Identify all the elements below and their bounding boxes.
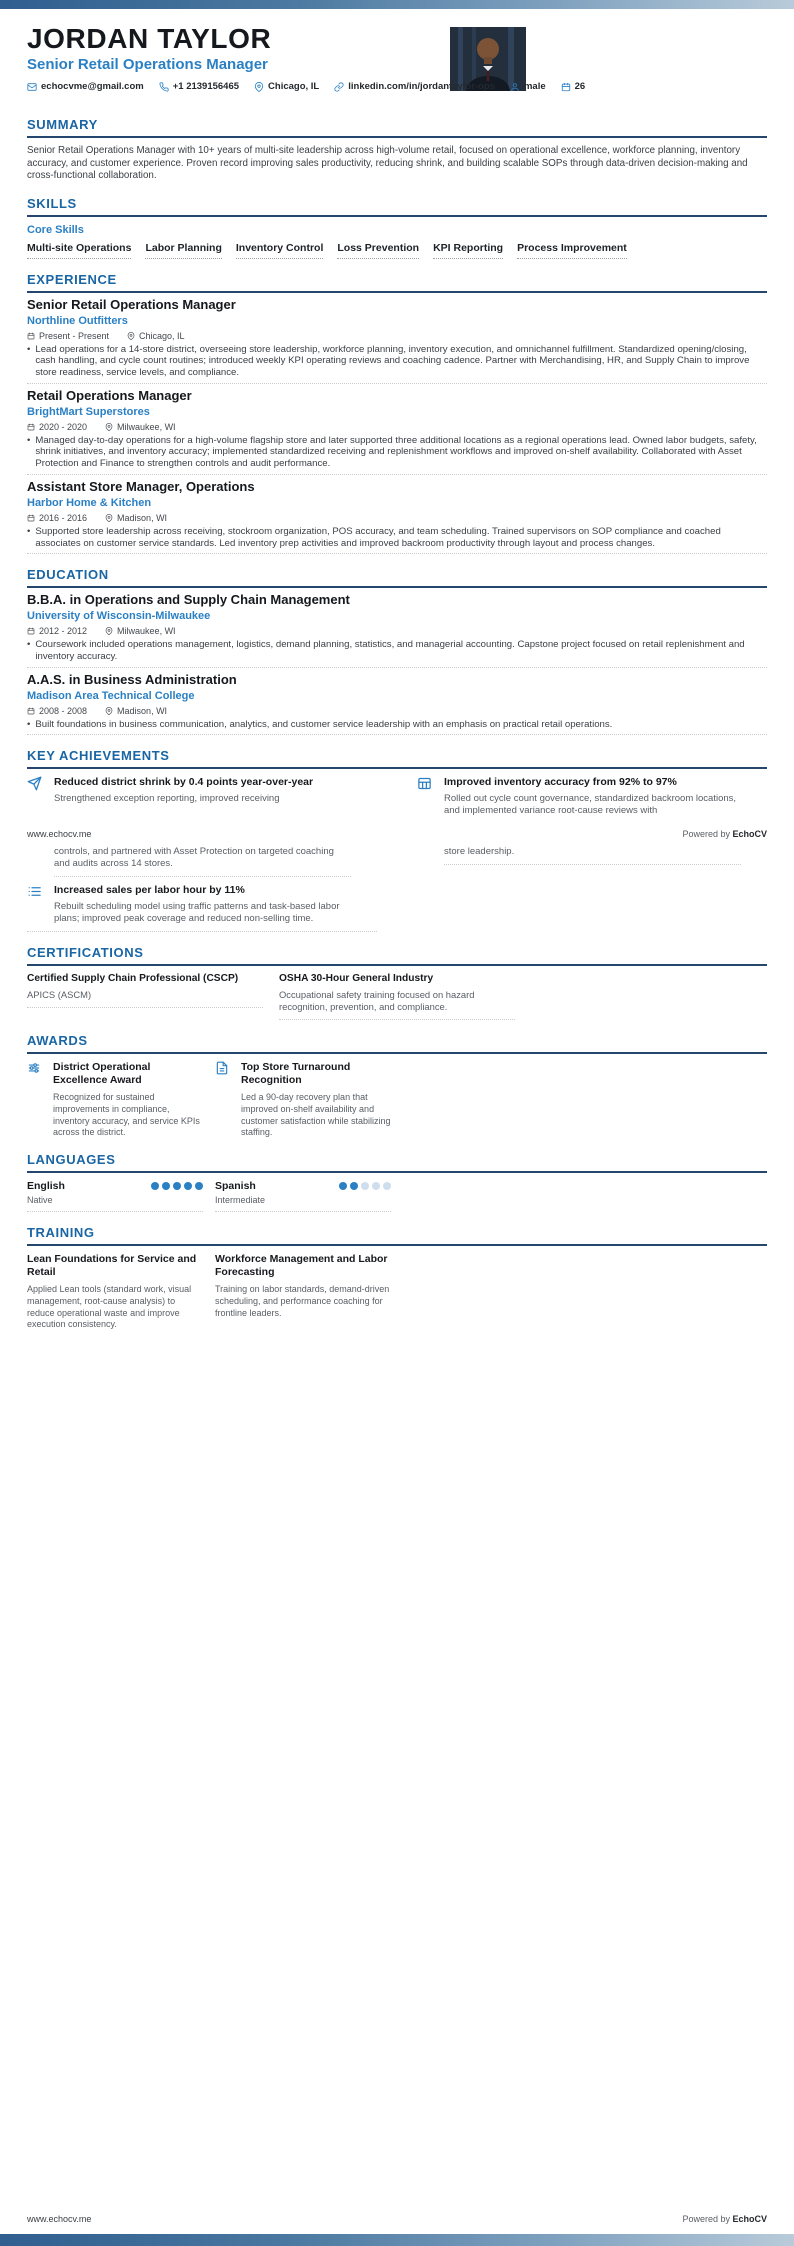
location-icon	[105, 514, 113, 522]
contact-linkedin[interactable]	[334, 81, 495, 92]
job-meta	[27, 422, 767, 432]
bullet-marker: •	[27, 525, 31, 537]
education-location	[105, 626, 176, 636]
skills-row	[27, 242, 767, 259]
achievement-item	[27, 776, 377, 805]
footer-site-link[interactable]: www.echocv.me	[27, 829, 92, 840]
paper-plane-icon	[27, 776, 42, 791]
summary-text: Senior Retail Operations Manager with 10+ years of multi-site leadership across high-volume retail, focused on operational excellence, workforce planning, inventory accuracy, and customer experience. Proven record improving sales productivity, reducing shrink, and building scalable SOPs through data-driven decision-making and cross-functional collaboration.	[27, 145, 748, 182]
company-name: Harbor Home & Kitchen	[27, 496, 152, 509]
section-awards	[27, 1034, 767, 1139]
calendar-icon	[27, 707, 35, 715]
footer-brand: EchoCV	[732, 829, 767, 840]
job-location	[127, 331, 185, 341]
school-name: University of Wisconsin-Milwaukee	[27, 610, 211, 623]
contact-age	[561, 81, 586, 92]
section-key-achievements	[27, 749, 767, 932]
award-description: Recognized for sustained improvements in compliance, inventory accuracy, and service KPIs across the district.	[53, 1092, 200, 1138]
location-icon	[105, 423, 113, 431]
contact-gender	[510, 81, 546, 92]
skill-item: Loss Prevention	[337, 242, 419, 259]
job-location-text: Milwaukee, WI	[117, 421, 176, 432]
person-title: Senior Retail Operations Manager	[27, 56, 268, 73]
job-location	[105, 513, 167, 523]
language-item	[215, 1180, 391, 1212]
job-bullet	[27, 526, 767, 549]
achievement-title: Improved inventory accuracy from 92% to 97%	[444, 776, 677, 789]
skill-item: KPI Reporting	[433, 242, 503, 259]
job-dates	[27, 513, 87, 523]
location-icon	[127, 332, 135, 340]
education-dates	[27, 706, 87, 716]
education-location-text: Milwaukee, WI	[117, 626, 176, 637]
bullet-marker: •	[27, 434, 31, 446]
training-item	[215, 1253, 391, 1319]
experience-entry	[27, 475, 767, 554]
job-dates	[27, 422, 87, 432]
email-icon	[27, 82, 37, 92]
job-dates-text: Present - Present	[39, 330, 110, 341]
education-dates-text: 2012 - 2012	[39, 626, 88, 637]
education-dates	[27, 626, 87, 636]
achievement-description-continued: store leadership.	[417, 846, 767, 865]
footer-powered-prefix: Powered by	[682, 829, 733, 840]
job-location-text: Madison, WI	[117, 512, 168, 523]
training-title: Workforce Management and Labor Forecasting	[215, 1253, 388, 1279]
education-entry	[27, 668, 767, 736]
footer-site-link[interactable]: www.echocv.me	[27, 2214, 92, 2224]
location-icon	[105, 707, 113, 715]
company-name: BrightMart Superstores	[27, 405, 150, 418]
achievement-description-continued: controls, and partnered with Asset Protection on targeted coaching and audits across 14 stores.	[27, 846, 377, 877]
language-item	[27, 1180, 203, 1212]
education-location-text: Madison, WI	[117, 705, 168, 716]
contact-gender-text: male	[523, 81, 546, 92]
contact-location	[254, 81, 319, 92]
section-training	[27, 1226, 767, 1331]
language-name: English	[27, 1180, 65, 1193]
job-dates	[27, 331, 109, 341]
person-name: JORDAN TAYLOR	[27, 23, 272, 54]
location-icon	[254, 82, 264, 92]
education-bullet-text: Built foundations in business communication, analytics, and customer service leadership with an emphasis on practical retail operations.	[35, 718, 613, 730]
company-name: Northline Outfitters	[27, 314, 128, 327]
contact-linkedin-text: linkedin.com/in/jordantaylor-ops	[348, 81, 495, 92]
contact-phone-text: +1 2139156465	[172, 81, 240, 92]
awards-grid	[27, 1061, 767, 1139]
section-experience	[27, 273, 767, 555]
job-meta	[27, 331, 767, 341]
training-title: Lean Foundations for Service and Retail	[27, 1253, 197, 1279]
sliders-icon	[27, 1061, 41, 1075]
footer-powered-by	[682, 829, 767, 839]
skill-item: Process Improvement	[517, 242, 627, 259]
job-location-text: Chicago, IL	[139, 330, 185, 341]
certification-item	[279, 973, 515, 1020]
language-level-label: Native	[27, 1195, 53, 1206]
achievements-continuation-row	[27, 846, 767, 877]
contact-email-text: echocvme@gmail.com	[41, 81, 144, 92]
achievements-row	[27, 776, 767, 817]
section-education	[27, 568, 767, 735]
language-name: Spanish	[215, 1180, 256, 1193]
bottom-accent-bar	[0, 2234, 794, 2246]
job-dates-text: 2016 - 2016	[39, 512, 88, 523]
calendar-icon	[561, 82, 571, 92]
award-title: District Operational Excellence Award	[53, 1061, 151, 1087]
job-dates-text: 2020 - 2020	[39, 421, 88, 432]
bullet-marker: •	[27, 718, 31, 730]
training-grid	[27, 1253, 767, 1331]
experience-entry	[27, 293, 767, 384]
language-level-dots	[339, 1182, 391, 1190]
skill-item: Labor Planning	[145, 242, 221, 259]
calendar-icon	[27, 627, 35, 635]
education-dates-text: 2008 - 2008	[39, 705, 88, 716]
page1-footer	[27, 829, 767, 839]
job-title: Senior Retail Operations Manager	[27, 296, 236, 312]
link-icon	[334, 82, 344, 92]
achievement-description: Strengthened exception reporting, improved receiving	[54, 793, 280, 805]
job-title: Assistant Store Manager, Operations	[27, 478, 255, 494]
education-bullet	[27, 639, 767, 662]
certifications-heading: CERTIFICATIONS	[27, 946, 767, 966]
achievements-row	[27, 884, 767, 932]
award-description: Led a 90-day recovery plan that improved on-shelf availability and customer satisfaction while stabilizing staffing.	[241, 1092, 391, 1138]
education-entry	[27, 588, 767, 667]
section-skills	[27, 197, 767, 259]
skills-group-label: Core Skills	[27, 223, 84, 236]
top-accent-bar	[0, 0, 794, 9]
certification-title: OSHA 30-Hour General Industry	[279, 972, 434, 984]
job-location	[105, 422, 176, 432]
certification-title: Certified Supply Chain Professional (CSCP)	[27, 972, 239, 984]
job-meta	[27, 513, 767, 523]
section-summary	[27, 118, 767, 183]
calendar-icon	[27, 332, 35, 340]
summary-heading: SUMMARY	[27, 118, 767, 138]
certification-issuer: APICS (ASCM)	[27, 988, 92, 1000]
section-certifications	[27, 946, 767, 1020]
awards-heading: AWARDS	[27, 1034, 767, 1054]
award-item	[27, 1061, 203, 1139]
contact-age-text: 26	[574, 81, 586, 92]
education-heading: EDUCATION	[27, 568, 767, 588]
page2-footer	[27, 2214, 767, 2224]
table-icon	[417, 776, 432, 791]
education-bullet	[27, 719, 767, 731]
list-icon	[27, 884, 42, 899]
award-title: Top Store Turnaround Recognition	[241, 1061, 351, 1087]
achievement-title: Reduced district shrink by 0.4 points year-over-year	[54, 776, 314, 789]
contact-location-text: Chicago, IL	[268, 81, 320, 92]
certification-item	[27, 973, 263, 1008]
experience-entry	[27, 384, 767, 475]
resume-header	[27, 9, 767, 92]
calendar-icon	[27, 514, 35, 522]
achievements-heading: KEY ACHIEVEMENTS	[27, 749, 767, 769]
certifications-grid	[27, 973, 767, 1020]
skill-item: Inventory Control	[236, 242, 324, 259]
contact-email[interactable]	[27, 81, 144, 92]
person-icon	[510, 82, 520, 92]
achievement-item	[27, 884, 377, 932]
skill-item: Multi-site Operations	[27, 242, 131, 259]
achievement-title: Increased sales per labor hour by 11%	[54, 883, 245, 896]
job-bullet-text: Supported store leadership across receiving, stockroom organization, POS accuracy, and team scheduling. Trained supervisors on SOP compliance and coached associates on customer service standards. Led inventory prep activities and improved backroom productivity through layout and process changes.	[35, 525, 721, 549]
certification-description: Occupational safety training focused on hazard recognition, prevention, and compliance.	[279, 988, 475, 1012]
job-bullet-text: Lead operations for a 14-store district, overseeing store leadership, workforce planning, inventory execution, and omnichannel fulfillment. Standardized opening/closing, cash handling, and cycle count routines; introduced weekly KPI operating reviews and coaching cadence. Partner with Merchandising, HR, and Supply Chain to improve store readiness, service levels, and compliance.	[35, 343, 750, 378]
education-bullet-text: Coursework included operations management, logistics, demand planning, statistics, and managerial accounting. Capstone project focused on retail replenishment and inventory accuracy.	[35, 639, 745, 662]
education-location	[105, 706, 167, 716]
achievement-item	[417, 776, 767, 817]
languages-grid	[27, 1180, 767, 1212]
achievement-description: Rebuilt scheduling model using traffic patterns and task-based labor plans; improved peak coverage and reduced non-selling time.	[54, 901, 340, 924]
training-description: Training on labor standards, demand-driven scheduling, and performance coaching for frontline leaders.	[215, 1284, 390, 1318]
footer-brand: EchoCV	[732, 2214, 767, 2224]
education-meta	[27, 706, 767, 716]
languages-heading: LANGUAGES	[27, 1153, 767, 1173]
bullet-marker: •	[27, 639, 31, 651]
job-bullet	[27, 435, 767, 470]
skills-heading: SKILLS	[27, 197, 767, 217]
award-item	[215, 1061, 391, 1139]
footer-powered-by	[682, 2214, 767, 2224]
achievement-description: Rolled out cycle count governance, standardized backroom locations, and implemented variance root-cause reviews with	[444, 793, 737, 817]
job-title: Retail Operations Manager	[27, 387, 192, 403]
school-name: Madison Area Technical College	[27, 689, 195, 702]
bullet-marker: •	[27, 343, 31, 355]
section-languages	[27, 1153, 767, 1212]
training-item	[27, 1253, 203, 1331]
experience-heading: EXPERIENCE	[27, 273, 767, 293]
degree-title: A.A.S. in Business Administration	[27, 671, 237, 687]
language-level-label: Intermediate	[215, 1195, 266, 1206]
job-bullet-text: Managed day-to-day operations for a high-volume flagship store and later supported three additional locations as a regional operations lead. Owned labor budgets, safety, shrink initiatives, and inventory accuracy; implemented standardized receiving and replenishment workflows and improved on-shelf availability. Collaborated with Asset Protection and Finance to strengthen controls and audit performance.	[35, 434, 757, 470]
job-bullet	[27, 344, 767, 379]
location-icon	[105, 627, 113, 635]
language-level-dots	[151, 1182, 203, 1190]
phone-icon	[159, 82, 169, 92]
footer-powered-prefix: Powered by	[682, 2214, 733, 2224]
contact-row	[27, 81, 767, 92]
contact-phone[interactable]	[159, 81, 239, 92]
education-meta	[27, 626, 767, 636]
training-description: Applied Lean tools (standard work, visual management, root-cause analysis) to reduce operational waste and improve execution consistency.	[27, 1284, 192, 1330]
file-text-icon	[215, 1061, 229, 1075]
training-heading: TRAINING	[27, 1226, 767, 1246]
degree-title: B.B.A. in Operations and Supply Chain Management	[27, 592, 350, 608]
calendar-icon	[27, 423, 35, 431]
